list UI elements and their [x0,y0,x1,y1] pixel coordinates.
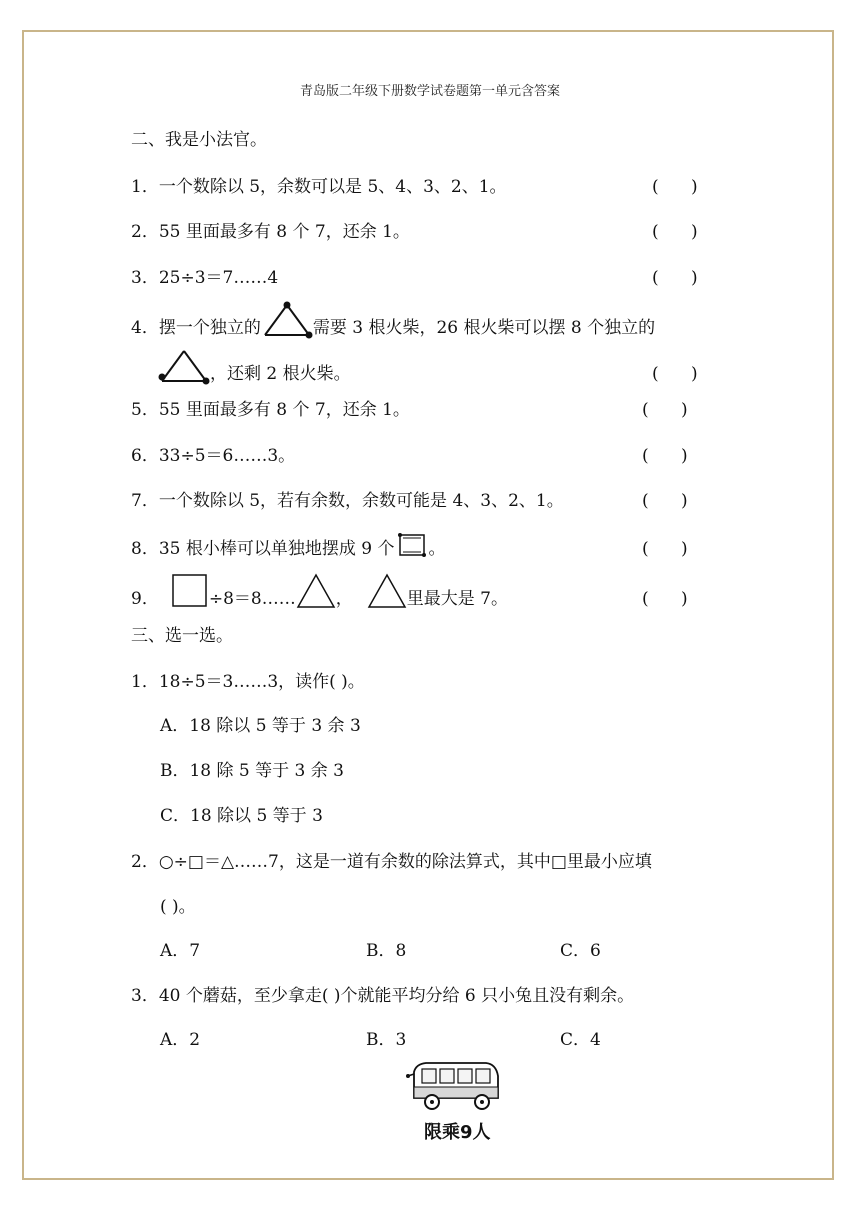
section-2-title: 二、我是小法官。 [131,130,267,150]
question-text-a: 摆一个独立的 [158,318,261,338]
triangle-icon [367,572,407,610]
question-number: 4． [131,318,159,338]
question-3-3: 3．40 个蘑菇，至少拿走( )个就能平均分给 6 只小兔且没有剩余。 [131,986,635,1006]
question-3-1: 1．18÷5＝3……3，读作( )。 [131,672,365,692]
question-text-c: 里最大是 7。 [406,589,508,609]
question-text-b: 需要 3 根火柴，26 根火柴可以摆 8 个独立的 [312,318,656,338]
question-2-4 [131,316,655,341]
matchstick-triangle-icon [158,347,210,387]
bus-illustration [404,1058,504,1116]
answer-blank[interactable]: ( ) [652,222,698,242]
section-3-title: 三、选一选。 [131,626,233,646]
question-number: 9． [131,589,159,609]
answer-blank[interactable]: ( ) [652,268,698,288]
answer-blank[interactable]: ( ) [642,539,688,559]
question-2-9 [131,587,508,611]
page-header: 青岛版二年级下册数学试卷题第一单元含答案 [299,84,560,99]
triangle-icon [296,572,336,610]
question-number: 7． [131,491,159,511]
question-text-a: ÷8＝8…… [208,589,296,609]
question-2-8 [131,537,446,561]
option-c[interactable]: C．4 [560,1030,601,1050]
question-text: 55 里面最多有 8 个 7，还余 1。 [158,400,410,420]
question-text-b: ， [335,589,353,609]
question-number: 5． [131,400,159,420]
question-2-6 [131,444,295,468]
question-2-1 [131,175,507,199]
answer-blank[interactable]: ( ) [652,364,698,384]
question-text: 一个数除以 5，若有余数，余数可能是 4、3、2、1。 [158,491,564,511]
question-text: 一个数除以 5，余数可以是 5、4、3、2、1。 [158,177,507,197]
question-text-a: 35 根小棒可以单独地摆成 9 个 [158,539,395,559]
question-3-2: 2．○÷□＝△……7，这是一道有余数的除法算式，其中□里最小应填 [131,852,652,872]
question-2-4-continued [158,362,351,387]
option-c[interactable]: C．6 [560,941,601,961]
question-text-c: ，还剩 2 根火柴。 [210,364,351,384]
question-2-5 [131,398,410,422]
answer-blank[interactable]: ( ) [642,491,688,511]
question-number: 8． [131,539,159,559]
option-c[interactable]: C．18 除以 5 等于 3 [160,806,323,826]
square-matchstick-icon [395,531,429,561]
option-b[interactable]: B．18 除 5 等于 3 余 3 [160,761,344,781]
option-a[interactable]: A．7 [160,941,201,961]
option-b[interactable]: B．3 [366,1030,407,1050]
question-text: 33÷5＝6……3。 [158,446,296,466]
option-a[interactable]: A．18 除以 5 等于 3 余 3 [160,716,361,736]
question-number: 1． [131,177,159,197]
question-2-2 [131,220,410,244]
answer-blank[interactable]: ( ) [642,446,688,466]
question-number: 6． [131,446,159,466]
question-text: 25÷3＝7……4 [158,268,279,288]
matchstick-triangle-icon [261,301,313,341]
answer-blank[interactable]: ( ) [642,400,688,420]
square-box-icon [171,573,209,609]
answer-blank[interactable]: ( ) [652,177,698,197]
answer-blank[interactable]: ( ) [642,589,688,609]
question-text: 55 里面最多有 8 个 7，还余 1。 [158,222,410,242]
question-3-2-blank[interactable]: ( )。 [160,897,196,917]
bus-capacity-label: 限乘9人 [424,1122,491,1143]
question-text-b: 。 [428,539,446,559]
question-2-7 [131,489,564,513]
question-number: 3． [131,268,159,288]
question-2-3 [131,266,278,290]
option-b[interactable]: B．8 [366,941,407,961]
option-a[interactable]: A．2 [160,1030,201,1050]
question-number: 2． [131,222,159,242]
